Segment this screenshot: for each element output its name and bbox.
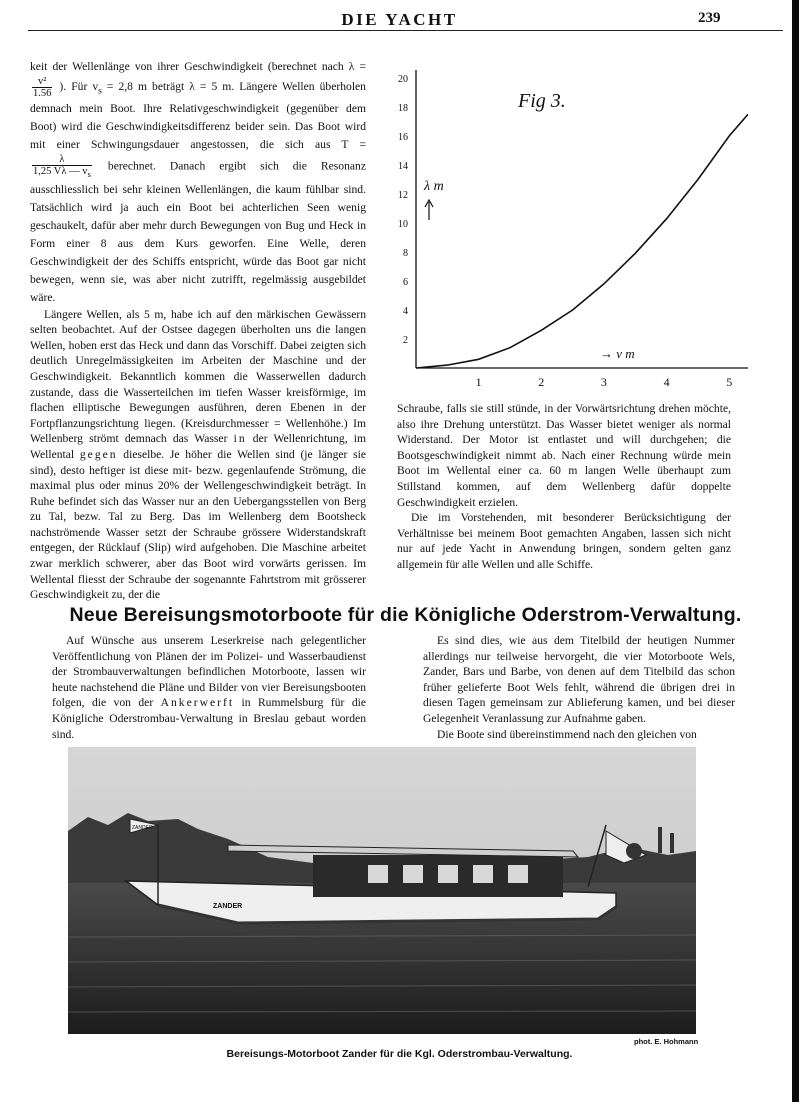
waves-emphasis-in: in — [233, 432, 247, 446]
article-boats-cont: Die Boote sind übereinstimmend nach den gleichen von — [437, 727, 697, 741]
waves-text-a: Längere Wellen, als 5 m, habe ich auf den märkischen Gewässern selten beobachtet. Auf der Ostsee dagegen überholten uns die langen Wellen, hoben erst das Heck und dann das Vorschiff. Dabei zeigten sich deutlich Unregelmässigkeiten im Arbeiten der Maschine und der Geschwindigkeit. Bekanntlich kommen die Wasserwellen dadurch zustande, dass die Wasserteilchen im tiefen Wasser kreisförmige, im flachen elliptische Bewegungen ausführen, deren Ebenen in der Fortpflanzungsrichtung liegen. (Kreisdurchmesser = Wellenhöhe.) Im Wellenberg strömt demnach das Wasser — [30, 307, 366, 446]
fig3-chart — [388, 62, 748, 392]
x-axis-label: → v m — [600, 346, 635, 361]
formula-b-fraction — [32, 154, 92, 180]
y-tick-label: 18 — [398, 103, 408, 114]
paragraph-screw: Schraube, falls sie still stünde, in der Vorwärtsrichtung drehen möchte, also ihre Drehung unterstützt. Das Wasser bietet weniger als normal Widerstand. Der Motor ist entlastet und will durchgehen; die Bootsgeschwindigkeit nimmt ab. Nach einer Rechnung würde mein Boot im Wellental einer ca. 60 m langen Welle überhaupt zum Stillstand kommen, auf dem Wellenberg dafür doppelte Geschwindigkeit erzielen. — [397, 402, 731, 509]
article-emphasis-ankerwerft: Ankerwerft — [160, 696, 235, 710]
y-tick-label: 10 — [398, 219, 408, 230]
formula-b-den-sub: s — [87, 169, 91, 180]
paragraph-waves — [30, 307, 366, 603]
formula-b-tail: berechnet. Danach ergibt sich die Resonanz ausschliesslich bei sehr kleinen Wellenlängen, die kaum fühlbar sind. Tatsächlich wird ja auch ein Boot bei achterlichen Seen wenig geschaukelt, dafür aber mehr durch Bewegungen von Bug und Heck in Form einer 8 aus dem Kurs geworfen. Eine Welle, deren Geschwindigkeit der des Schiffs entspricht, würde das Boot gar nicht bewegen, wenn sie, was aber nicht zutrifft, regelmässig ausgebildet wäre. — [30, 160, 366, 304]
x-tick-label: 3 — [600, 375, 607, 389]
y-axis-label: λ m — [424, 179, 444, 194]
x-tick-label: 1 — [475, 375, 482, 389]
curve-wavelength — [416, 114, 748, 368]
boat-photo — [68, 747, 696, 1034]
formula-a-numerator: v² — [32, 76, 52, 88]
y-tick-label: 8 — [403, 248, 408, 259]
paragraph-wavelength — [30, 58, 366, 307]
header-rule — [28, 30, 783, 31]
y-tick-label: 2 — [403, 335, 408, 346]
formula-a-tail2: = 2,8 m beträgt λ = 5 m. Längere Wellen überholen demnach mein Boot. Ihre Relativgeschwindigkeit (gegenüber dem Boot) wird die Geschwindigkeitsdifferenz beider sein. Das Boot wird mit einer Schwingungsdauer angestossen, die sich aus T = — [30, 80, 366, 152]
formula-a-tail: ). Für v — [59, 80, 99, 94]
waves-emphasis-gegen: gegen — [79, 447, 118, 461]
right-column-top — [397, 401, 731, 573]
formula-b-den-text: 1,25 V̄λ — v — [33, 166, 88, 178]
article-intro — [52, 633, 366, 742]
page-number: 239 — [698, 10, 721, 26]
x-tick-label: 2 — [538, 375, 545, 389]
boat-hull-name: ZANDER — [213, 903, 243, 910]
y-tick-label: 12 — [398, 190, 408, 201]
x-tick-label: 5 — [726, 375, 733, 389]
article-intro-b: in Rummelsburg für die Königliche Oderstrombau-Verwaltung in Breslau gebaut worden sind. — [52, 696, 366, 741]
formula-a-denominator: 1.56 — [33, 88, 52, 99]
article-left-column — [52, 633, 366, 742]
waves-text-c: dieselbe. Je höher die Wellen sind (je länger sie sind), desto heftiger ist diese mit- bezw. gegenlaufende Strömung, die maximal plus oder minus 20% der Wellengeschwindigkeit beträgt. In Ruhe befindet sich das Wasser nur an den Uebergangsstellen von Berg zu Tal, bezw. Tal zu Berg. Das im Wellenberg dem Bootsheck nachströmende Wasser setzt der Schraube grössere Widerstandskraft entgegen, der Rücklauf (Slip) wird aufgehoben. Die Maschine arbeitet zwar merklich schwerer, aber das Boot wird vorwärts gerissen. Im Wellental fliesst der Schraube der sogenannte Fahrtstrom mit grösserer Geschwindigkeit zu, der die — [30, 447, 366, 602]
x-tick-label: 4 — [663, 375, 670, 389]
left-column-top — [30, 58, 366, 603]
paragraph-conclusion: Die im Vorstehenden, mit besonderer Berücksichtigung der Verhältnisse bei meinem Boot gemachten Angaben, lassen sich nicht nur auf jede Yacht in Anwendung bringen, sondern gelten ganz allgemein für alle Wellen und alle Schiffe. — [397, 511, 731, 571]
article-intro-a: Auf Wünsche aus unserem Leserkreise nach gelegentlicher Veröffentlichung von Plänen der im Polizei- und Wasserbaudienst der Strombauverwaltungen befindlichen Motorboote, lassen wir heute nachstehend die Pläne und Bilder von vier Bereisungsbooten folgen, die von der — [52, 634, 366, 710]
y-tick-label: 4 — [403, 306, 408, 317]
y-tick-label: 20 — [398, 74, 408, 85]
formula-b-denominator — [32, 166, 92, 180]
y-tick-label: 6 — [403, 277, 408, 288]
formula-a-lead: keit der Wellenlänge von ihrer Geschwindigkeit (berechnet nach λ = — [30, 60, 366, 73]
article-heading: Neue Bereisungsmotorboote für die Königliche Oderstrom-Verwaltung. — [69, 604, 742, 626]
scan-edge — [792, 0, 799, 1102]
waves-text-b: der Wellenrichtung, im Wellental — [30, 432, 366, 461]
y-tick-label: 16 — [398, 132, 408, 143]
figure-label: Fig 3. — [518, 90, 566, 112]
article-boats: Es sind dies, wie aus dem Titelbild der heutigen Nummer allerdings nur teilweise hervorgeht, die vier Motorboote Wels, Zander, Bars und Barbe, von denen auf dem Titelbild das schon früher gelieferte Boot Wels fehlt, während die übrigen drei in diesen Tagen gemeinsam zur Ablieferung kamen, und bei dieser Gelegenheit Veranlassung zur Aufnahme gaben. — [423, 634, 735, 725]
photo-credit: phot. E. Hohmann — [634, 1037, 699, 1046]
photo-caption: Bereisungs-Motorboot Zander für die Kgl. Oderstrombau-Verwaltung. — [226, 1048, 573, 1060]
article-right-column — [423, 633, 735, 742]
pennant-text: ZANDER — [132, 825, 153, 831]
y-tick-label: 14 — [398, 161, 408, 172]
formula-a-sub: s — [98, 85, 102, 97]
formula-b-numerator: λ — [32, 154, 92, 166]
formula-a-fraction — [32, 76, 52, 99]
journal-title: DIE YACHT — [341, 10, 458, 29]
